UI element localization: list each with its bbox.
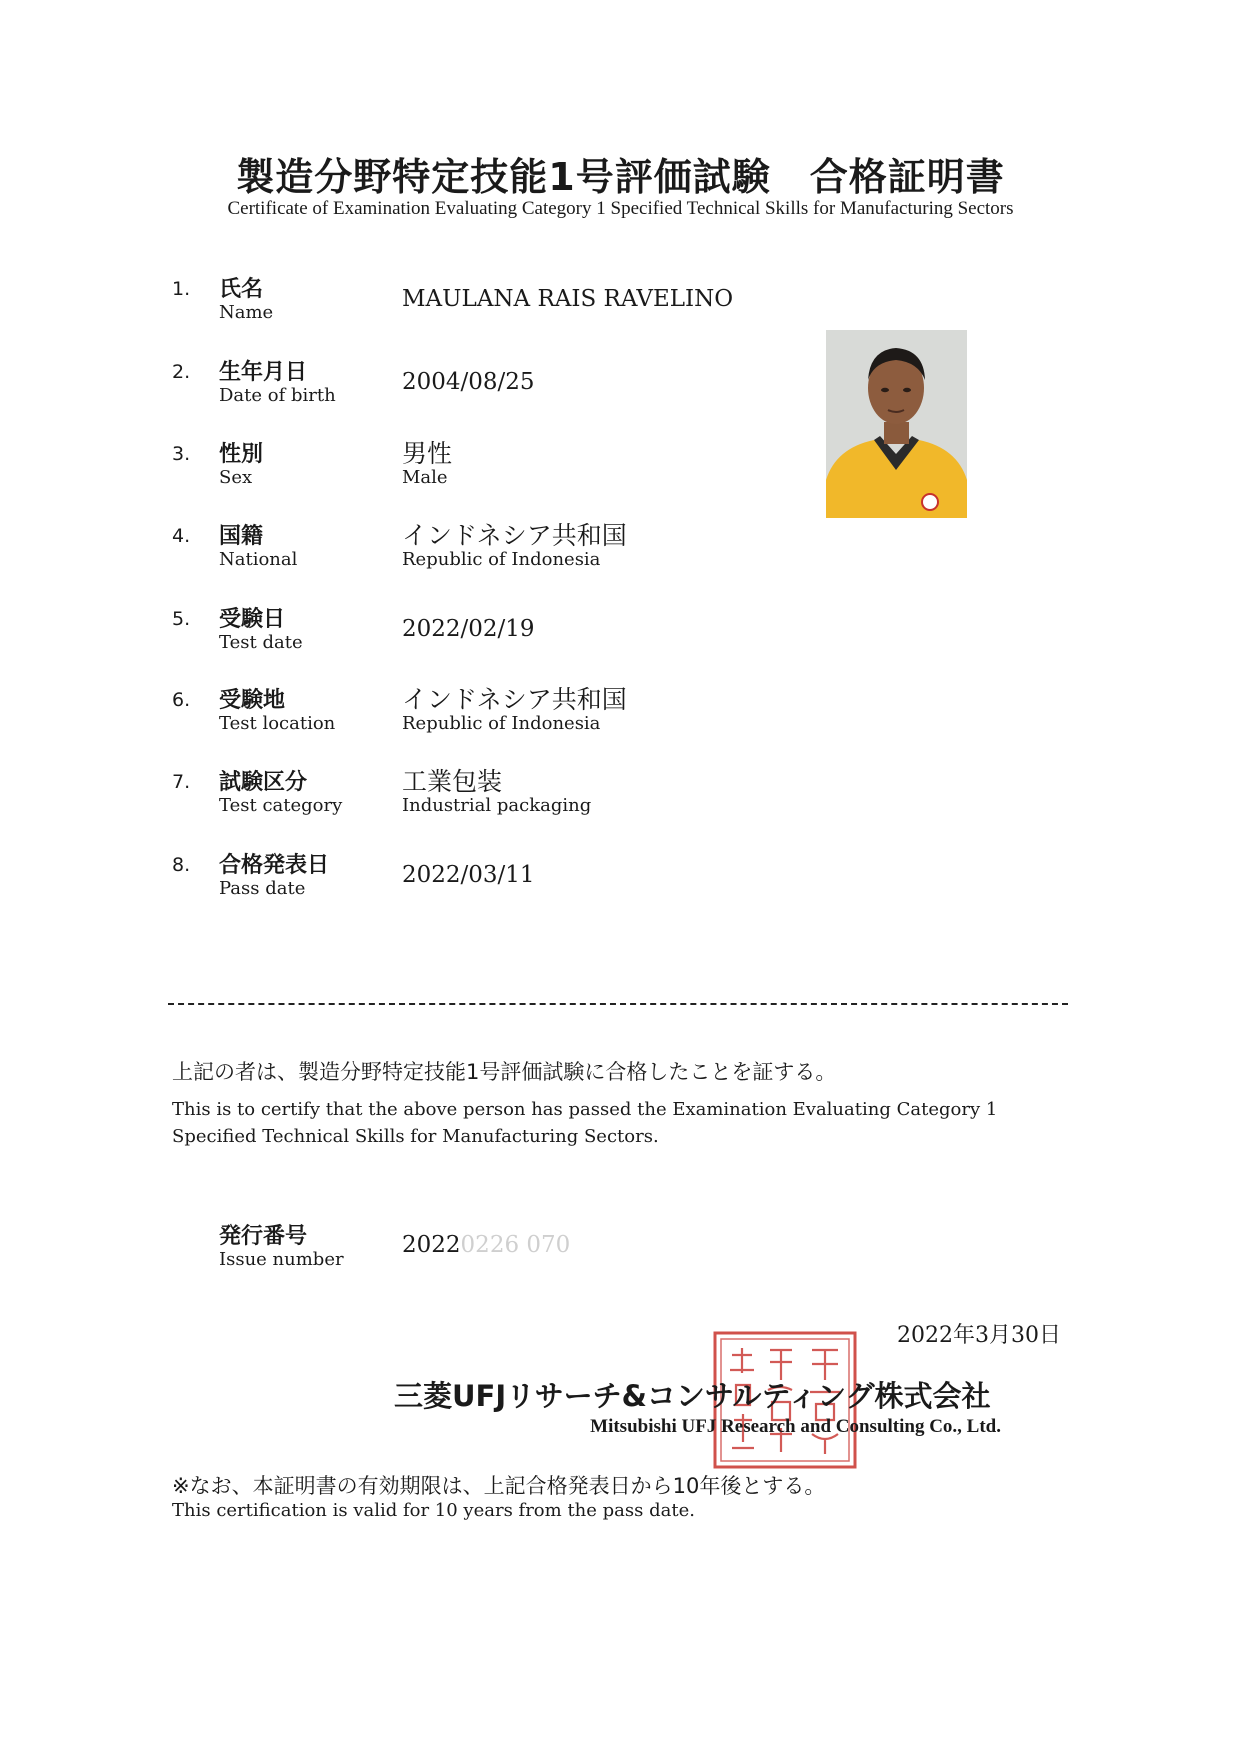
field-number: 5.	[172, 608, 191, 630]
issue-number-value	[402, 1232, 570, 1258]
name-label-jp: 氏名	[219, 277, 264, 302]
test-location-label-jp: 受験地	[219, 688, 286, 713]
test-location-value-en: Republic of Indonesia	[402, 713, 601, 734]
applicant-photo	[826, 330, 967, 518]
field-number: 8.	[172, 854, 191, 876]
test-category-value-jp: 工業包装	[402, 767, 503, 796]
nationality-label-en: National	[219, 549, 298, 570]
divider-dashed	[168, 1003, 1068, 1005]
name-label-en: Name	[219, 302, 274, 323]
dob-label-jp: 生年月日	[219, 360, 308, 385]
test-category-label-en: Test category	[219, 795, 343, 816]
dob-label-en: Date of birth	[219, 385, 336, 406]
sex-value-en: Male	[402, 467, 448, 488]
sex-label-jp: 性別	[219, 442, 264, 467]
validity-note-jp: ※なお、本証明書の有効期限は、上記合格発表日から10年後とする。	[172, 1474, 826, 1498]
issue-number-label-en: Issue number	[219, 1249, 344, 1270]
nationality-value-jp: インドネシア共和国	[402, 521, 627, 550]
pass-date-label-en: Pass date	[219, 878, 306, 899]
nationality-value-en: Republic of Indonesia	[402, 549, 601, 570]
company-name-en: Mitsubishi UFJ Research and Consulting Co., Ltd.	[590, 1416, 1001, 1437]
test-category-value-en: Industrial packaging	[402, 795, 592, 816]
sex-label-en: Sex	[219, 467, 253, 488]
pass-date-label-jp: 合格発表日	[219, 853, 330, 878]
field-number: 2.	[172, 361, 191, 383]
issue-number-blurred: 0226 070	[460, 1232, 571, 1258]
field-number: 6.	[172, 689, 191, 711]
test-category-label-jp: 試験区分	[219, 770, 308, 795]
issue-date: 2022年3月30日	[897, 1323, 1061, 1348]
dob-value: 2004/08/25	[402, 369, 535, 395]
field-number: 7.	[172, 771, 191, 793]
pass-date-value: 2022/03/11	[402, 862, 535, 888]
issue-number-label-jp: 発行番号	[219, 1224, 308, 1249]
test-location-label-en: Test location	[219, 713, 336, 734]
nationality-label-jp: 国籍	[219, 524, 264, 549]
field-number: 1.	[172, 278, 191, 300]
field-number: 3.	[172, 443, 191, 465]
test-date-label-en: Test date	[219, 632, 303, 653]
company-name-jp: 三菱UFJリサーチ&コンサルティング株式会社	[394, 1379, 991, 1413]
field-number: 4.	[172, 525, 191, 547]
certificate-title-en: Certificate of Examination Evaluating Category 1 Specified Technical Skills for Manufacturing Sectors	[227, 198, 1014, 219]
name-value: MAULANA RAIS RAVELINO	[402, 286, 734, 312]
validity-note-en: This certification is valid for 10 years from the pass date.	[172, 1500, 695, 1521]
statement-jp: 上記の者は、製造分野特定技能1号評価試験に合格したことを証する。	[172, 1060, 837, 1084]
test-location-value-jp: インドネシア共和国	[402, 685, 627, 714]
statement-en: This is to certify that the above person has passed the Examination Evaluating Category 1 Specified Technical Skills for Manufacturing Sectors.	[172, 1099, 998, 1147]
certificate-title-jp: 製造分野特定技能1号評価試験 合格証明書	[236, 155, 1005, 199]
test-date-label-jp: 受験日	[219, 607, 286, 632]
issue-number-visible: 2022	[402, 1232, 461, 1258]
sex-value-jp: 男性	[402, 439, 453, 468]
test-date-value: 2022/02/19	[402, 616, 535, 642]
